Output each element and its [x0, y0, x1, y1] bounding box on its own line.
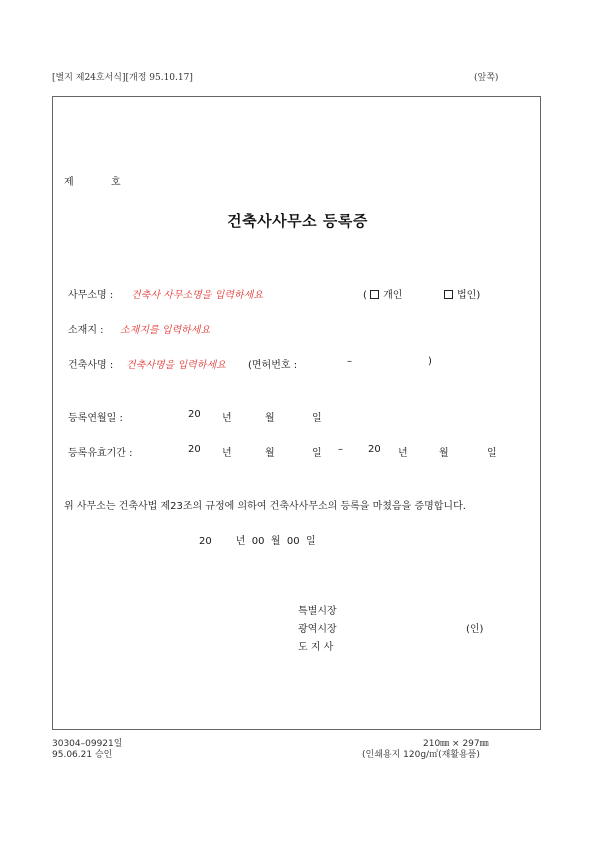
individual-checkbox[interactable] [370, 290, 379, 299]
issuer-governor: 도 지 사 [298, 642, 334, 653]
reg-year-unit: 년 [222, 413, 232, 424]
valid-to-year-prefix: 20 [368, 444, 381, 455]
office-name-field[interactable]: 건축사 사무소명을 입력하세요 [131, 290, 263, 301]
validity-period-label: 등록유효기간 : [68, 448, 133, 459]
issuer-city-mayor: 광역시장 [298, 624, 337, 635]
license-close-paren: ) [428, 356, 432, 367]
page-side-label: (앞쪽) [474, 73, 499, 83]
document-title: 건축사사무소 등록증 [227, 212, 368, 230]
issue-day: 00 [286, 536, 300, 547]
form-reference: [별지 제24호서식][개정 95.10.17] [52, 73, 193, 83]
business-type-group [363, 286, 402, 301]
address-field[interactable]: 소재지를 입력하세요 [120, 325, 211, 336]
license-number-field[interactable]: – [347, 356, 352, 367]
address-label: 소재지 : [68, 325, 104, 336]
corporation-checkbox[interactable] [444, 290, 453, 299]
valid-from-year-unit: 년 [222, 448, 232, 459]
corporation-group [444, 286, 480, 301]
issuer-metropolitan-mayor: 특별시장 [298, 606, 337, 617]
certification-statement: 위 사무소는 건축사법 제23조의 규정에 의하여 건축사사무소의 등록을 마쳤음을 증명합니다. [64, 501, 466, 512]
cert-number-prefix: 제 [64, 177, 74, 188]
office-name-label: 사무소명 : [68, 290, 114, 301]
issue-date [199, 532, 316, 547]
registration-date-label: 등록연월일 : [68, 413, 123, 424]
architect-label: 건축사명 : [68, 360, 114, 371]
corporation-option-label: 법인) [457, 290, 481, 301]
paper-spec: (인쇄용지 120g/㎡(재활용품) [362, 750, 480, 760]
cert-number-suffix: 호 [111, 177, 121, 188]
issue-day-unit: 일 [305, 536, 316, 547]
valid-from-year-prefix: 20 [188, 444, 201, 455]
valid-from-month-unit: 월 [265, 448, 275, 459]
paper-size: 210㎜ × 297㎜ [423, 739, 489, 749]
reg-year-prefix: 20 [188, 409, 201, 420]
issue-year-unit: 년 [235, 536, 246, 547]
valid-to-day-unit: 일 [487, 448, 497, 459]
valid-from-day-unit: 일 [312, 448, 322, 459]
approval-date: 95.06.21 승인 [52, 750, 113, 760]
reg-day-unit: 일 [312, 413, 322, 424]
valid-to-month-unit: 월 [439, 448, 449, 459]
individual-option-label: 개인 [383, 290, 403, 301]
open-paren: ( [363, 290, 367, 301]
issue-year: 20 [199, 536, 212, 547]
issue-month: 00 [251, 536, 265, 547]
form-code: 30304–09921일 [52, 739, 123, 749]
seal-mark: (인) [466, 624, 484, 635]
reg-month-unit: 월 [265, 413, 275, 424]
issue-month-unit: 월 [270, 536, 281, 547]
valid-to-year-unit: 년 [398, 448, 408, 459]
validity-range-dash: – [338, 444, 343, 455]
license-label: (면허번호 : [248, 360, 298, 371]
architect-field[interactable]: 건축사명을 입력하세요 [126, 360, 226, 371]
